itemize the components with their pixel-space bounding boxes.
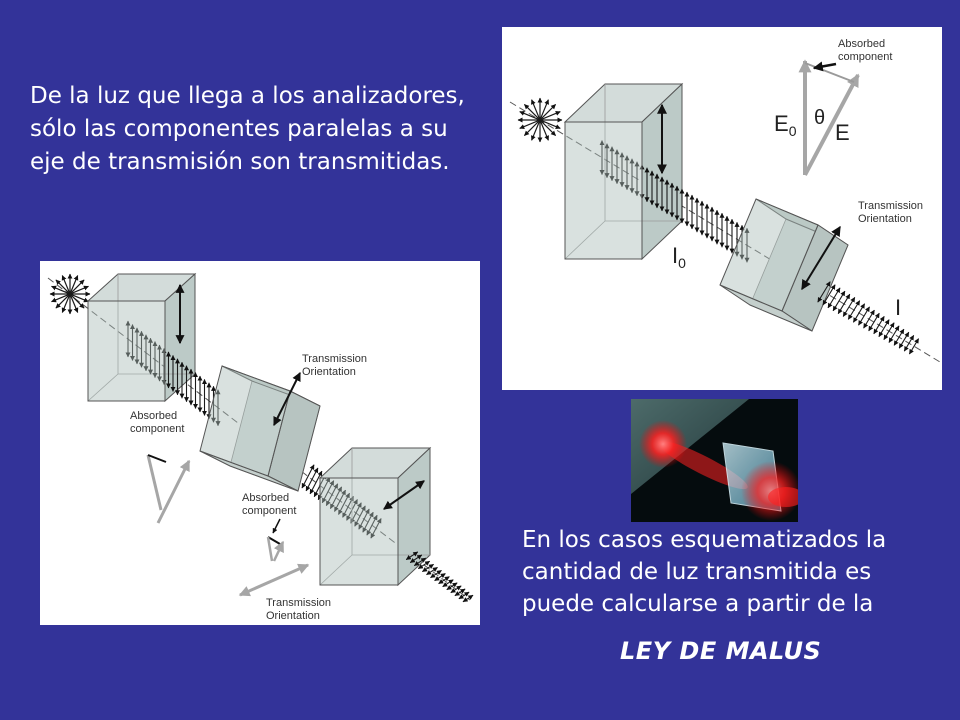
absorbed-pointer-arrow (273, 519, 280, 533)
intensity-subscript: 0 (678, 255, 686, 271)
tilted-field-vectors (818, 282, 919, 354)
laser-polarizer-photo (631, 399, 798, 522)
field-vector (853, 304, 864, 323)
label-line: Transmission (266, 597, 331, 609)
unpolarized-light-star (50, 274, 90, 314)
transmission-orientation-label (266, 597, 334, 622)
intro-line: De la luz que llega a los analizadores, (30, 83, 465, 109)
e-vector (274, 542, 283, 561)
label-line: Orientation (858, 213, 912, 225)
field-vector (843, 297, 855, 316)
field-vector (864, 310, 875, 328)
absorbed-component-label (838, 38, 892, 63)
transmitted-intensity-label: I (895, 295, 902, 320)
label-line: Orientation (302, 366, 356, 378)
transmission-orientation-label (302, 353, 370, 378)
unpolarized-light-star (518, 98, 562, 142)
label-line: Absorbed (838, 38, 886, 50)
theta-label: θ (814, 107, 826, 129)
absorbed-pointer-arrow (814, 64, 836, 68)
slab-front-face (88, 301, 165, 401)
e0-vector (148, 455, 161, 510)
vector-subscript: 0 (788, 123, 797, 139)
e-vector (805, 75, 858, 175)
field-vector (828, 288, 840, 308)
intensity-symbol: I (672, 243, 679, 268)
e-vector (158, 461, 189, 523)
slab-front-face (565, 122, 642, 259)
transmission-orientation-label (858, 200, 926, 225)
field-vector (859, 307, 870, 325)
field-vector (838, 294, 850, 314)
polarizer-analyzer-svg (502, 27, 942, 390)
two-analyzer-svg (40, 261, 480, 625)
slab-front-face (320, 478, 398, 585)
conclusion-line: puede calcularse a partir de la (522, 591, 874, 617)
absorbed-component-label (242, 492, 296, 517)
conclusion-line: En los casos esquematizados la (522, 527, 887, 553)
conclusion-line: cantidad de luz transmitida es (522, 559, 872, 585)
laser-spot (639, 420, 687, 468)
conclusion-text (522, 524, 886, 620)
intro-text (30, 80, 465, 179)
intro-line: eje de transmisión son transmitidas. (30, 149, 450, 175)
e0-label (774, 111, 797, 139)
intro-line: sólo las componentes paralelas a su (30, 116, 448, 142)
vector-decomposition (268, 519, 283, 561)
transmission-orientation-arrow (240, 565, 308, 595)
label-line: component (838, 51, 893, 63)
polarizer-analyzer-diagram (502, 27, 942, 390)
label-line: Orientation (266, 610, 320, 622)
vector-decomposition (148, 455, 189, 523)
absorbed-component-label (130, 410, 184, 435)
label-line: Absorbed (242, 492, 290, 504)
label-line: Absorbed (130, 410, 178, 422)
laser-polarizer-photo-svg (631, 399, 798, 522)
e0-vector (268, 537, 272, 561)
field-vector (463, 595, 473, 602)
field-vector (439, 577, 450, 584)
label-line: component (130, 423, 185, 435)
field-vector (306, 468, 318, 491)
label-line: Transmission (302, 353, 367, 365)
label-line: component (242, 505, 297, 517)
field-vector (833, 291, 845, 311)
vector-decomposition (805, 61, 858, 175)
vector-symbol: E (774, 111, 789, 136)
two-analyzer-diagram (40, 261, 480, 625)
law-title: LEY DE MALUS (620, 637, 822, 665)
e-label: E (835, 120, 850, 145)
label-line: Transmission (858, 200, 923, 212)
field-vector (848, 301, 859, 320)
incident-intensity-label (672, 243, 686, 271)
